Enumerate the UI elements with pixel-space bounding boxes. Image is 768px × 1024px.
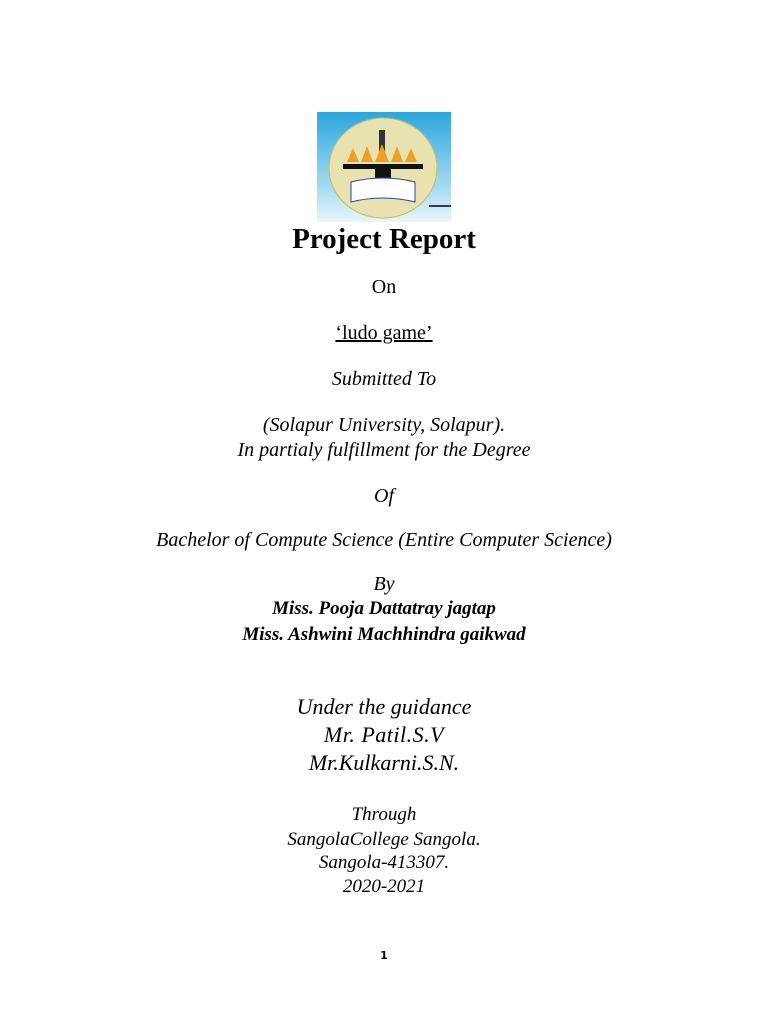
by-label: By: [373, 573, 395, 595]
page-number: 1: [380, 949, 388, 962]
degree: Bachelor of Compute Science (Entire Computer Science): [156, 529, 612, 551]
page-title: Project Report: [292, 223, 476, 255]
fulfillment-text: In partialy fulfillment for the Degree: [237, 439, 531, 461]
guidance-label: Under the guidance: [296, 694, 472, 719]
college-logo: [317, 112, 451, 222]
on-label: On: [371, 276, 397, 298]
university: (Solapur University, Solapur).: [262, 414, 506, 436]
of-label: Of: [374, 485, 394, 507]
project-name: ‘ludo game’: [335, 322, 433, 344]
guide-name: Mr. Patil.S.V: [323, 722, 445, 747]
student-name: Miss. Pooja Dattatray jagtap: [272, 598, 496, 619]
emblem-icon: [317, 112, 451, 222]
submitted-to-label: Submitted To: [331, 368, 437, 390]
college-address: Sangola-413307.: [318, 852, 450, 873]
through-label: Through: [351, 804, 417, 825]
college-name: SangolaCollege Sangola.: [287, 829, 481, 850]
student-name: Miss. Ashwini Machhindra gaikwad: [242, 624, 526, 645]
guide-name: Mr.Kulkarni.S.N.: [308, 750, 460, 775]
academic-year: 2020-2021: [342, 876, 426, 897]
